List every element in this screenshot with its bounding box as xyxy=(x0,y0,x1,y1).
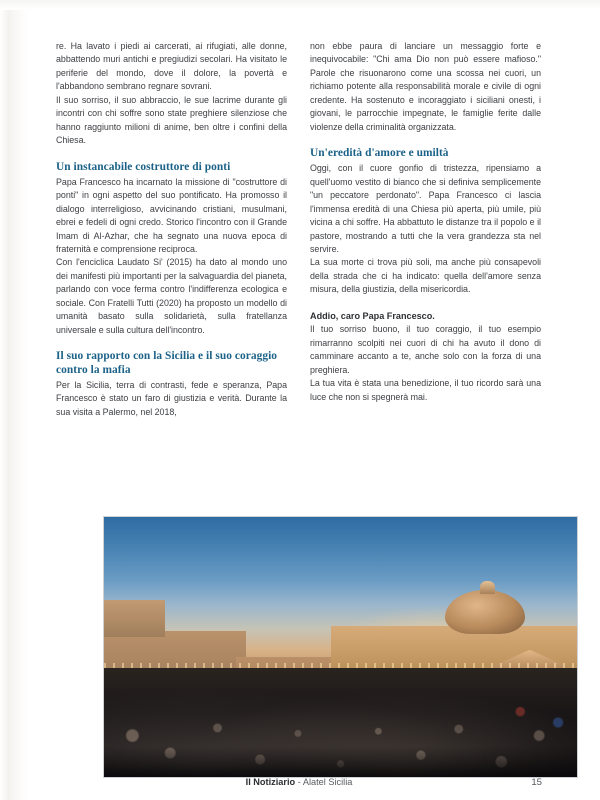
section-heading-ponti: Un instancabile costruttore di ponti xyxy=(56,160,231,173)
paragraph: Per la Sicilia, terra di contrasti, fede e speranza, Papa Francesco è stato un faro di giustizia e verità. Durante la sua visita a Palermo, nel 2018, xyxy=(56,379,287,417)
paragraph: La tua vita è stata una benedizione, il tuo ricordo sarà una luce che non si spegnerà mai. xyxy=(310,378,541,402)
page-edge-shadow-left xyxy=(0,0,30,800)
two-column-layout xyxy=(56,40,542,419)
left-column xyxy=(56,40,287,419)
paragraph: Il suo sorriso, il suo abbraccio, le sue lacrime durante gli incontri con chi soffre sono state preghiere silenziose che hanno raggiunto milioni di anime, ben oltre i confini della Chiesa. xyxy=(56,94,287,146)
paragraph: Il tuo sorriso buono, il tuo coraggio, il tuo esempio rimarranno scolpiti nei cuori di chi ha avuto il dono di camminare accanto a te, anche solo con la forza di una preghiera. xyxy=(310,324,541,375)
photo-stpeters-square xyxy=(104,517,577,777)
section-heading-sicilia: Il suo rapporto con la Sicilia e il suo coraggio contro la mafia xyxy=(56,350,278,376)
paragraph: Papa Francesco ha incarnato la missione di "costruttore di ponti" in ogni aspetto del suo pontificato. Ha promosso il dialogo interreligioso, avvicinando cristiani, musulmani, ebrei e fedeli di ogni credo. Storico l'incontro con il Grande Imam di Al-Azhar, che ha segnato una nuova epoca di fraternità e comprensione reciproca. xyxy=(56,176,287,254)
photo-left-statue-block xyxy=(104,600,165,636)
paragraph: Con l'enciclica Laudato Si' (2015) ha dato al mondo uno dei manifesti più importanti per la salvaguardia del pianeta, parlando con voce ferma contro l'indifferenza ecologica e sociale. Con Fratelli Tutti (2020) ha proposto un modello di umanità basato sulla solidarietà, sulla fratellanza universale e sulla cultura dell'incontro. xyxy=(56,257,287,335)
section-heading-eredita: Un'eredità d'amore e umiltà xyxy=(310,147,449,160)
footer-separator: - xyxy=(295,777,303,787)
footer-credit xyxy=(56,777,542,787)
paragraph: re. Ha lavato i piedi ai carcerati, ai rifugiati, alle donne, abbattendo muri antichi e pregiudizi secolari. Ha visitato le periferie del mondo, dove il dolore, la povertà e l'abbandono sembrano regnare sovrani. xyxy=(56,41,287,92)
page-footer xyxy=(56,777,542,788)
article-content xyxy=(56,40,542,419)
photo-foreground-shadow xyxy=(104,746,577,777)
right-column xyxy=(310,40,541,404)
photo-dome-lantern xyxy=(480,581,495,594)
paragraph: La sua morte ci trova più soli, ma anche più consapevoli della strada che ci ha indicato: quella dell'amore senza misura, della giustizia, della misericordia. xyxy=(310,257,541,295)
farewell-lead: Addio, caro Papa Francesco. xyxy=(310,310,435,321)
paragraph: Oggi, con il cuore gonfio di tristezza, ripensiamo a quell'uomo vestito di bianco che si definiva semplicemente "un peccatore perdonato". Papa Francesco ci lascia l'immensa eredità di una Chiesa più aperta, più umile, più vicina a chi soffre. Ha abbattuto le distanze tra il popolo e il pastore, mostrando a tutti che la vera grandezza sta nel servire. xyxy=(310,163,541,254)
footer-brand: Il Notiziario xyxy=(245,777,296,787)
page-number: 15 xyxy=(531,777,542,788)
page-edge-shadow-top xyxy=(0,0,600,10)
article-photo xyxy=(103,516,578,778)
paragraph: non ebbe paura di lanciare un messaggio forte e inequivocabile: "Chi ama Dio non può essere mafioso." Parole che risuonarono come una scossa nei cuori, un richiamo potente alla responsabilità morale e civile di ogni credente. Ha sostenuto e incoraggiato i siciliani onesti, i giovani, le parrocchie impegnate, le famiglie ferite dalle violenze della criminalità organizzata. xyxy=(310,41,541,132)
footer-publication: Alatel Sicilia xyxy=(302,777,353,787)
